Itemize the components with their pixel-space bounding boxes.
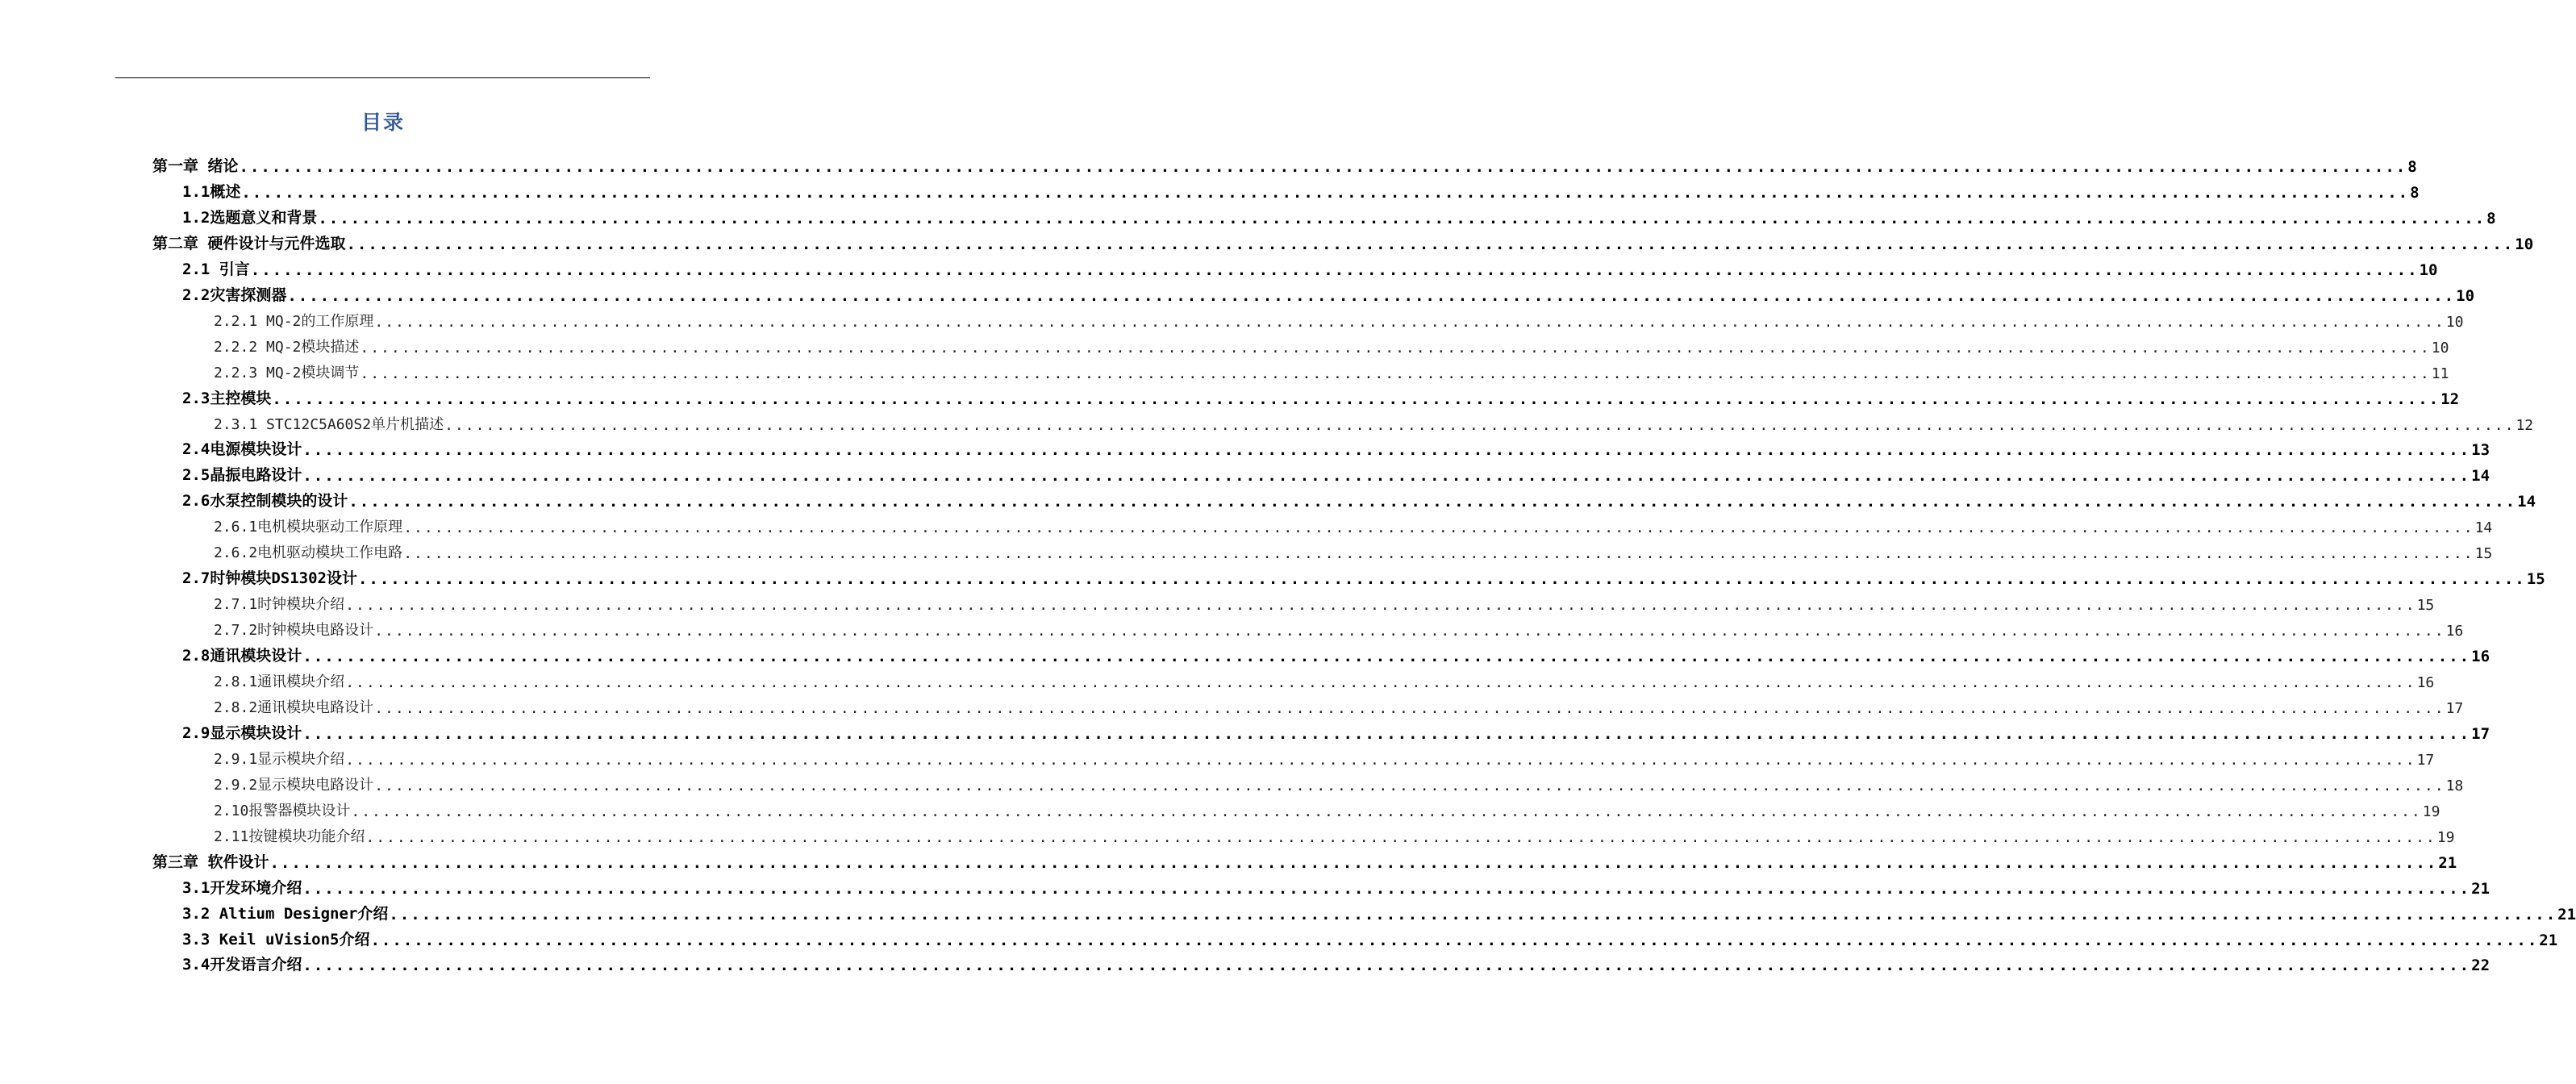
dot-leader: ........................................................................................................................................................................................................: [302, 648, 2471, 666]
toc-entry-label: 2.7时钟模块DS1302设计: [182, 569, 357, 588]
toc-page-number: 14: [2474, 519, 2493, 537]
toc-entry-label: 2.2.1 MQ-2的工作原理: [214, 312, 374, 330]
toc-page-number: 21: [2539, 931, 2558, 949]
toc-page-number: 19: [2422, 803, 2441, 820]
toc-page-number: 16: [2416, 674, 2435, 691]
toc-entry[interactable]: [182, 253, 2438, 279]
toc-entry[interactable]: [214, 665, 2435, 691]
toc-entry[interactable]: [182, 202, 2496, 227]
dot-leader: ........................................................................................................................................................................................................: [374, 699, 2445, 717]
toc-entry[interactable]: [182, 717, 2491, 743]
toc-page-number: 18: [2445, 777, 2464, 794]
toc-entry[interactable]: [152, 227, 2534, 253]
toc-entry-label: 2.8通讯模块设计: [182, 647, 302, 665]
toc-entry-label: 2.2灾害探测器: [182, 286, 287, 304]
toc-entry-label: 2.3.1 STC12C5A60S2单片机描述: [214, 415, 444, 433]
toc-entry[interactable]: [214, 769, 2464, 794]
dot-leader: ........................................................................................................................................................................................................: [360, 365, 2431, 382]
toc-page-number: 22: [2471, 957, 2491, 975]
dot-leader: ........................................................................................................................................................................................................: [302, 724, 2471, 743]
toc-page-number: 13: [2471, 441, 2491, 460]
toc-page-number: 14: [2471, 467, 2491, 486]
dot-leader: ........................................................................................................................................................................................................: [370, 931, 2539, 949]
toc-entry-label: 3.4开发语言介绍: [182, 956, 302, 974]
dot-leader: ........................................................................................................................................................................................................: [269, 853, 2438, 872]
dot-leader: ........................................................................................................................................................................................................: [302, 957, 2471, 975]
toc-entry[interactable]: [182, 872, 2491, 898]
dot-leader: ........................................................................................................................................................................................................: [302, 441, 2471, 460]
toc-entry-label: 2.9.1显示模块介绍: [214, 750, 345, 768]
page-title: 目录: [361, 110, 405, 134]
toc-entry-label: 2.11按键模块功能介绍: [214, 828, 365, 845]
dot-leader: ........................................................................................................................................................................................................: [241, 183, 2410, 202]
toc-page-number: 17: [2471, 724, 2491, 743]
toc-entry-label: 2.6.1电机模块驱动工作原理: [214, 519, 403, 536]
toc-entry[interactable]: [182, 898, 2576, 923]
toc-entry[interactable]: [152, 150, 2417, 176]
toc-entry[interactable]: [182, 923, 2558, 949]
dot-leader: ........................................................................................................................................................................................................: [302, 879, 2471, 898]
toc-entry-label: 3.3 Keil uVision5介绍: [182, 930, 370, 948]
toc-entry[interactable]: [182, 459, 2491, 486]
dot-leader: ........................................................................................................................................................................................................: [239, 158, 2407, 176]
toc-page-number: 15: [2474, 545, 2493, 563]
toc-page-number: 15: [2526, 570, 2545, 589]
toc-page-number: 8: [2410, 183, 2420, 202]
toc-entry-label: 2.1 引言: [182, 260, 250, 278]
toc-entry[interactable]: [214, 820, 2455, 846]
toc-entry[interactable]: [182, 433, 2491, 460]
toc-entry[interactable]: [214, 743, 2435, 769]
toc-entry[interactable]: [182, 948, 2491, 975]
dot-leader: ........................................................................................................................................................................................................: [374, 313, 2445, 331]
toc-entry-label: 2.5晶振电路设计: [182, 466, 302, 485]
dot-leader: ........................................................................................................................................................................................................: [318, 209, 2486, 227]
dot-leader: ........................................................................................................................................................................................................: [444, 416, 2516, 434]
toc-entry-label: 2.9.2显示模块电路设计: [214, 776, 374, 794]
toc-page-number: 21: [2557, 905, 2576, 923]
toc-entry[interactable]: [214, 356, 2449, 382]
dot-leader: ........................................................................................................................................................................................................: [345, 674, 2416, 691]
dot-leader: ........................................................................................................................................................................................................: [345, 751, 2416, 769]
toc-page-number: 12: [2441, 390, 2460, 408]
dot-leader: ........................................................................................................................................................................................................: [360, 339, 2431, 356]
toc-page-number: 17: [2416, 751, 2435, 769]
toc-entry-label: 2.4电源模块设计: [182, 440, 302, 459]
toc-entry[interactable]: [182, 562, 2545, 589]
toc-entry[interactable]: [214, 588, 2435, 615]
toc-entry[interactable]: [152, 846, 2457, 872]
dot-leader: ........................................................................................................................................................................................................: [348, 493, 2517, 511]
dot-leader: ........................................................................................................................................................................................................: [357, 570, 2526, 589]
toc-entry[interactable]: [182, 640, 2491, 666]
dot-leader: ........................................................................................................................................................................................................: [365, 828, 2436, 846]
dot-leader: ........................................................................................................................................................................................................: [374, 777, 2445, 794]
toc-entry[interactable]: [214, 408, 2534, 434]
toc-page-number: 8: [2407, 158, 2417, 176]
toc-page-number: 10: [2431, 339, 2449, 356]
toc-entry-label: 第三章 软件设计: [152, 853, 269, 871]
dot-leader: ........................................................................................................................................................................................................: [345, 597, 2416, 615]
dot-leader: ........................................................................................................................................................................................................: [374, 623, 2445, 640]
toc-entry-label: 2.7.1时钟模块介绍: [214, 596, 345, 614]
toc-page-number: 16: [2445, 623, 2464, 640]
toc-entry-label: 第一章 绪论: [152, 157, 239, 175]
toc-entry[interactable]: [214, 305, 2464, 331]
dot-leader: ........................................................................................................................................................................................................: [287, 286, 2456, 305]
toc-page-number: 19: [2436, 828, 2455, 846]
toc-entry-label: 2.6水泵控制模块的设计: [182, 492, 348, 511]
toc-page-number: 14: [2517, 493, 2536, 511]
toc-entry-label: 2.2.2 MQ-2模块描述: [214, 338, 360, 356]
header-rule: [115, 77, 650, 78]
toc-entry[interactable]: [182, 485, 2536, 511]
toc-entry[interactable]: [214, 331, 2449, 356]
toc-page-number: 10: [2445, 313, 2464, 331]
toc-entry-label: 3.1开发环境介绍: [182, 878, 302, 897]
toc-entry-label: 2.8.1通讯模块介绍: [214, 673, 345, 690]
dot-leader: ........................................................................................................................................................................................................: [272, 390, 2441, 408]
toc-entry-label: 1.1概述: [182, 182, 241, 201]
dot-leader: ........................................................................................................................................................................................................: [403, 545, 2474, 563]
toc-entry[interactable]: [214, 536, 2493, 563]
toc-entry-label: 2.9显示模块设计: [182, 723, 302, 742]
toc-page-number: 11: [2431, 365, 2449, 382]
toc-entry[interactable]: [182, 382, 2460, 408]
toc-page-number: 10: [2515, 235, 2534, 253]
toc-entry-label: 2.10报警器模块设计: [214, 802, 351, 819]
toc-page-number: 21: [2438, 853, 2457, 872]
toc-entry-label: 2.2.3 MQ-2模块调节: [214, 364, 360, 381]
toc-entry[interactable]: [182, 176, 2420, 202]
toc-page-number: 16: [2471, 648, 2491, 666]
toc-entry-label: 3.2 Altium Designer介绍: [182, 904, 389, 923]
toc-entry-label: 2.8.2通讯模块电路设计: [214, 698, 374, 716]
toc-entry[interactable]: [214, 511, 2493, 537]
toc-entry-label: 2.7.2时钟模块电路设计: [214, 622, 374, 640]
dot-leader: ........................................................................................................................................................................................................: [302, 467, 2471, 486]
toc-page-number: 12: [2516, 416, 2534, 434]
toc-page-number: 17: [2445, 699, 2464, 717]
toc-page-number: 10: [2419, 261, 2438, 279]
dot-leader: ........................................................................................................................................................................................................: [389, 905, 2557, 923]
toc-entry[interactable]: [214, 614, 2464, 640]
dot-leader: ........................................................................................................................................................................................................: [346, 235, 2515, 253]
dot-leader: ........................................................................................................................................................................................................: [351, 803, 2422, 820]
toc-entry-label: 第二章 硬件设计与元件选取: [152, 234, 346, 252]
toc-entry[interactable]: [214, 794, 2441, 820]
toc-entry[interactable]: [182, 279, 2475, 305]
toc-page-number: 21: [2471, 879, 2491, 898]
dot-leader: ........................................................................................................................................................................................................: [250, 261, 2419, 279]
toc-page-number: 8: [2486, 209, 2496, 227]
toc-page-number: 15: [2416, 597, 2435, 615]
toc-entry-label: 2.3主控模块: [182, 389, 272, 407]
toc-entry-label: 2.6.2电机驱动模块工作电路: [214, 544, 403, 562]
toc-entry-label: 1.2选题意义和背景: [182, 208, 318, 227]
dot-leader: ........................................................................................................................................................................................................: [403, 519, 2474, 537]
toc-entry[interactable]: [214, 691, 2464, 717]
toc-page-number: 10: [2456, 286, 2475, 305]
